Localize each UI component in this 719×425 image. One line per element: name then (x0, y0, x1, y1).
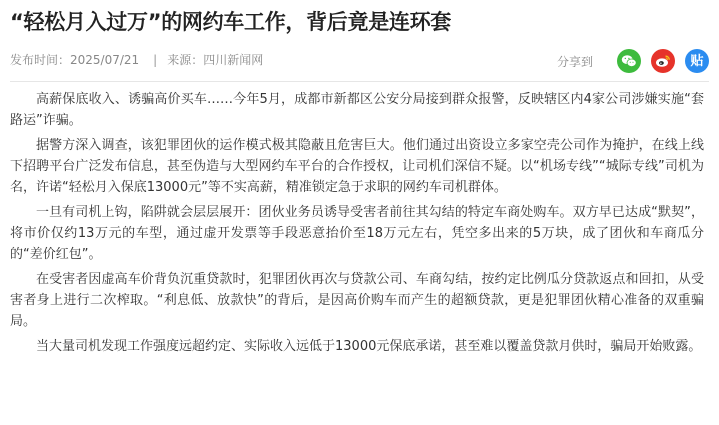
paragraph: 据警方深入调查，该犯罪团伙的运作模式极其隐蔽且危害巨大。他们通过出资设立多家空壳公司作为掩护，在线上线下招聘平台广泛发布信息，甚至伪造与大型网约车平台的合作授权，让司机们深信不疑。以“机场专线”“城际专线”司机为名，许诺“轻松月入保底13000元”等不实高薪，精准锁定急于求职的网约车司机群体。 (10, 138, 704, 195)
wechat-icon (621, 54, 637, 68)
share-tieba-button[interactable] (685, 49, 709, 73)
article-body (10, 89, 704, 361)
paragraph: 当大量司机发现工作强度远超约定、实际收入远低于13000元保底承诺，甚至难以覆盖贷款月供时，骗局开始败露。 (36, 339, 702, 354)
share-bar (557, 48, 709, 74)
paragraph: 在受害者因虚高车价背负沉重贷款时，犯罪团伙再次与贷款公司、车商勾结，按约定比例瓜分贷款返点和回扣，从受害者身上进行二次榨取。“利息低、放款快”的背后，是因高价购车而产生的超额贷款，更是犯罪团伙精心准备的双重骗局。 (10, 272, 704, 329)
header-divider (10, 81, 709, 82)
tieba-icon: 贴 (690, 53, 704, 69)
weibo-icon (655, 54, 671, 68)
paragraph: 一旦有司机上钩，陷阱就会层层展开：团伙业务员诱导受害者前往其勾结的特定车商处购车。双方早已达成“默契”，将市价仅约13万元的车型，通过虚开发票等手段恶意抬价至18万元左右，凭空多出来的5万块，成了团伙和车商瓜分的“差价红包”。 (10, 205, 704, 262)
meta-separator: | (153, 53, 158, 67)
share-label: 分享到 (556, 54, 593, 69)
source-label: 来源：四川新闻网 (167, 53, 264, 67)
article-meta (10, 49, 263, 71)
page-title: “轻松月入过万”的网约车工作，背后竟是连环套 (10, 10, 452, 34)
share-weibo-button[interactable] (651, 49, 675, 73)
share-wechat-button[interactable] (617, 49, 641, 73)
publish-time: 发布时间：2025/07/21 (10, 53, 140, 67)
paragraph: 高薪保底收入、诱骗高价买车……今年5月，成都市新都区公安分局接到群众报警，反映辖区内4家公司涉嫌实施“套路运”诈骗。 (10, 92, 704, 128)
